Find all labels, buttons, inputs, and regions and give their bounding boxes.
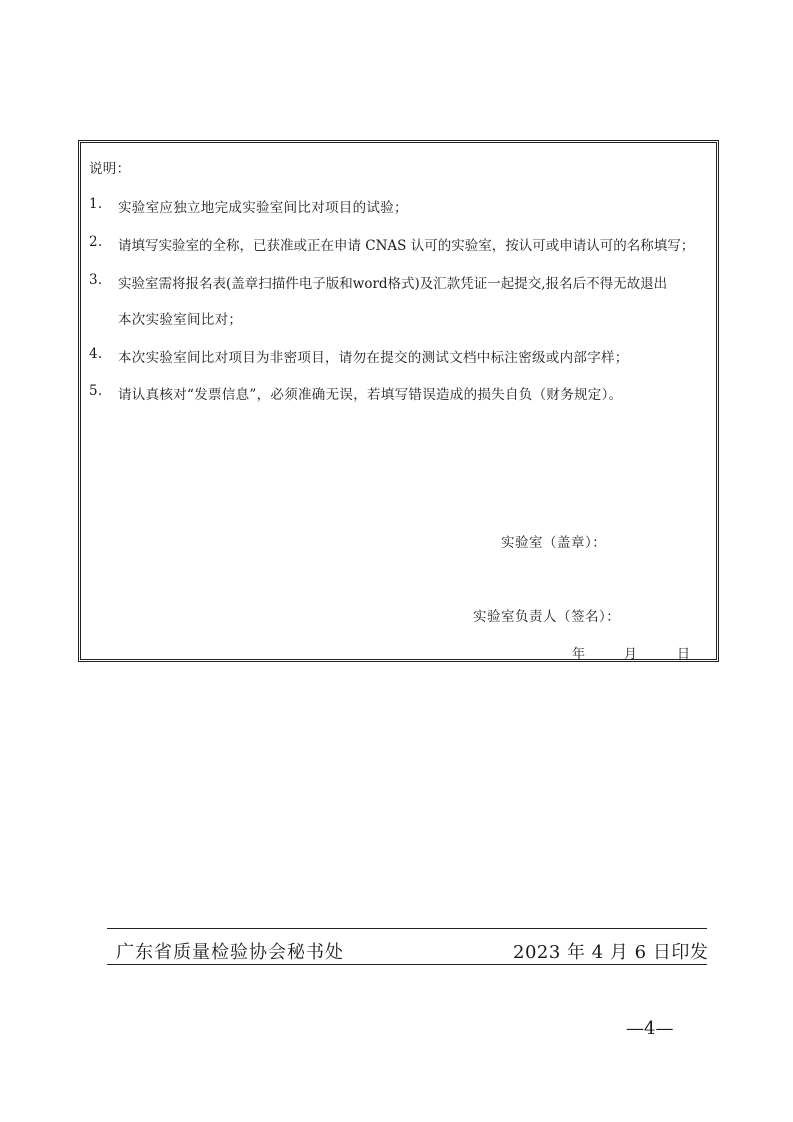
notes-box	[78, 140, 719, 662]
note-number: 1.	[89, 196, 103, 212]
date-day-label: 日	[677, 647, 691, 662]
footer-top-rule	[107, 928, 707, 929]
note-number: 3.	[89, 272, 103, 288]
issuer-name: 广东省质量检验协会秘书处	[116, 942, 344, 963]
note-number: 5.	[89, 383, 103, 399]
note-text: 实验室应独立地完成实验室间比对项目的试验；	[118, 200, 408, 216]
note-item-3-continuation: 本次实验室间比对；	[118, 312, 243, 328]
note-number: 2.	[89, 234, 103, 250]
note-text: 本次实验室间比对项目为非密项目，请勿在提交的测试文档中标注密级或内部字样；	[118, 350, 629, 366]
date-year-label: 年	[572, 647, 586, 662]
lab-seal-label: 实验室（盖章）：	[501, 535, 607, 551]
lab-head-signature-label: 实验室负责人（签名）：	[473, 609, 621, 625]
note-text: 请填写实验室的全称，已获准或正在申请 CNAS 认可的实验室，按认可或申请认可的名称填写；	[118, 238, 695, 254]
issue-date: 2023 年 4 月 6 日印发	[513, 942, 709, 963]
note-text: 实验室需将报名表(盖章扫描件电子版和word格式)及汇款凭证一起提交,报名后不得无故退出	[118, 276, 668, 292]
notes-heading: 说明：	[89, 161, 131, 177]
date-month-label: 月	[624, 647, 638, 662]
footer-bottom-rule	[107, 964, 707, 965]
note-text: 请认真核对“发票信息”，必须准确无误，若填写错误造成的损失自负（财务规定）。	[118, 387, 623, 403]
page-number: —4—	[626, 1018, 674, 1039]
note-number: 4.	[89, 346, 103, 362]
